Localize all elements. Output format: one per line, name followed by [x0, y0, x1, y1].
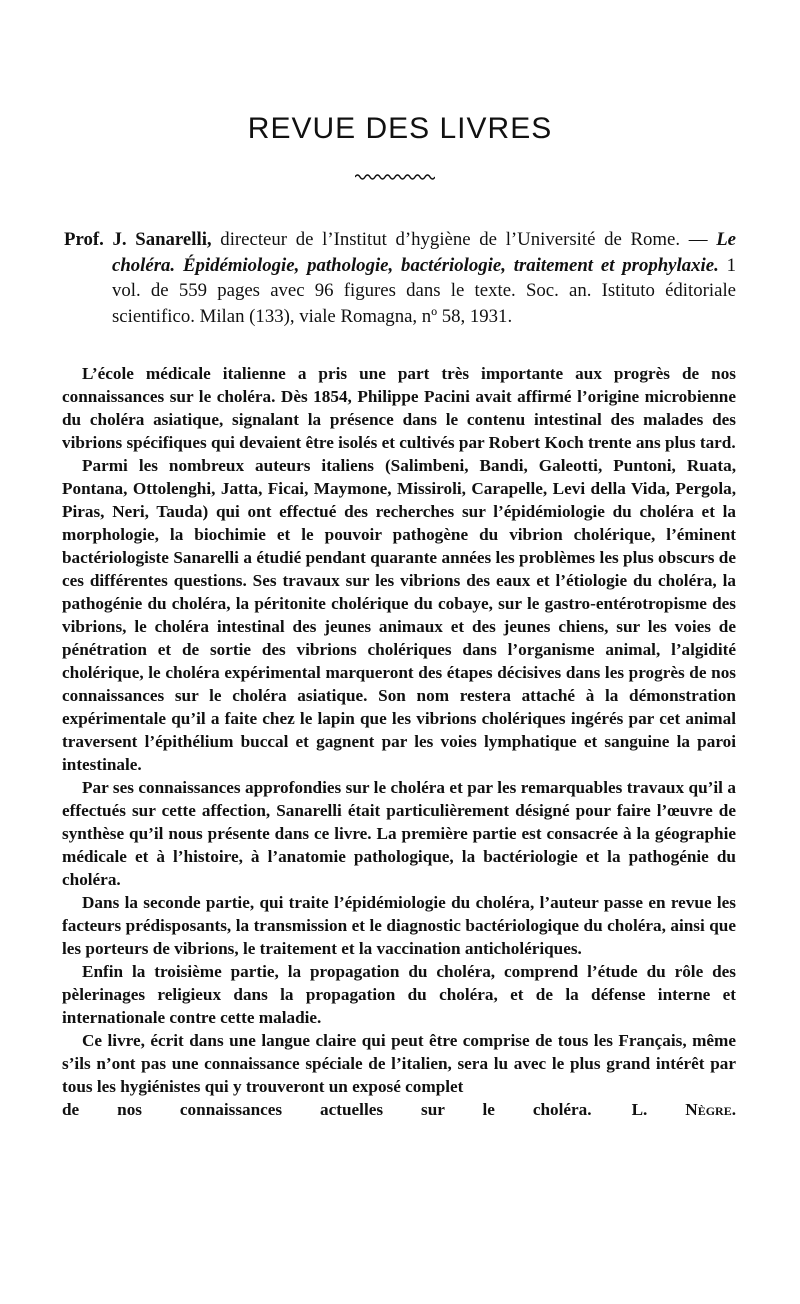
paragraph-last-end: de nos connaissances actuelles sur le choléra. [62, 1100, 592, 1119]
book-citation [64, 227, 736, 329]
review-signature: L. Nègre. [631, 1100, 737, 1119]
paragraph: Dans la seconde partie, qui traite l’épidémiologie du choléra, l’auteur passe en revue les facteurs prédisposants, la transmission et le diagnostic bactériologique du choléra, ainsi que les porteurs de vibrions, le traitement et la vaccination anticholériques. [62, 893, 736, 958]
citation-details: 1 vol. de 559 pages avec 96 figures dans le texte. Soc. an. Istituto éditoriale scientifico. Milan (133), viale Romagna, nº 58, 1931. [112, 254, 736, 327]
citation-affiliation: directeur de l’Institut d’hygiène de l’Université de Rome. — [211, 229, 717, 250]
paragraph-last-lead: Ce livre, écrit dans une langue claire qui peut être comprise de tous les Français, même s’ils n’ont pas une connaissance spéciale de l’italien, sera lu avec le plus grand intérêt par tous les hygiénistes qui y trouveront un exposé complet [62, 1031, 736, 1096]
closing-line [62, 1098, 736, 1121]
citation-book-title: Le choléra. Épidémiologie, pathologie, bactériologie, traitement et prophylaxie. [112, 229, 737, 276]
review-body [62, 362, 736, 1121]
paragraph: Parmi les nombreux auteurs italiens (Salimbeni, Bandi, Galeotti, Puntoni, Ruata, Pontana, Ottolenghi, Jatta, Ficai, Maymone, Missiroli, Carapelle, Levi della Vida, Pergola, Piras, Neri, Tauda) qui ont effectué des recherches sur l’épidémiologie du choléra et la morphologie, la biochimie et le pouvoir pathogène du vibrion cholérique, l’éminent bactériologiste Sanarelli a étudié pendant quarante années les problèmes les plus obscurs de ces différentes questions. Ses travaux sur les vibrions des eaux et l’étiologie du choléra, la pathogénie du choléra, la péritonite cholérique du cobaye, sur le gastro-entérotropisme des vibrions, le choléra intestinal des jeunes animaux et des jeunes chiens, sur les voies de pénétration et de sortie des vibrions cholériques dans l’organisme animal, l’algidité cholérique, le choléra expérimental marqueront des étapes décisives dans les progrès de nos connaissances sur le choléra asiatique. Son nom restera attaché à la démonstration expérimentale qu’il a faite chez le lapin que les vibrions cholériques ingérés par cet animal traversent l’épithélium buccal et gagnent par les voies lymphatique et sanguine la paroi intestinale. [62, 456, 736, 774]
page-title: REVUE DES LIVRES [247, 112, 553, 145]
paragraph-last [62, 1029, 736, 1098]
paragraph: Par ses connaissances approfondies sur le choléra et par les remarquables travaux qu’il a effectués sur cette affection, Sanarelli était particulièrement désigné pour faire l’œuvre de synthèse qu’il nous présente dans ce livre. La première partie est consacrée à la géographie médicale et à l’histoire, à l’anatomie pathologique, la bactériologie et la pathogénie du choléra. [62, 778, 736, 889]
paragraph: L’école médicale italienne a pris une part très importante aux progrès de nos connaissances sur le choléra. Dès 1854, Philippe Pacini avait affirmé l’origine microbienne du choléra asiatique, signalant la présence dans le contenu intestinal des malades des vibrions spécifiques qui devaient être isolés et cultivés par Robert Koch trente ans plus tard. [62, 364, 736, 452]
paragraph: Enfin la troisième partie, la propagation du choléra, comprend l’étude du rôle des pèlerinages religieux dans la propagation du choléra, et de la défense interne et internationale contre cette maladie. [62, 962, 736, 1027]
wavy-rule-ornament [355, 172, 435, 182]
citation-author: Prof. J. Sanarelli, [64, 229, 212, 250]
